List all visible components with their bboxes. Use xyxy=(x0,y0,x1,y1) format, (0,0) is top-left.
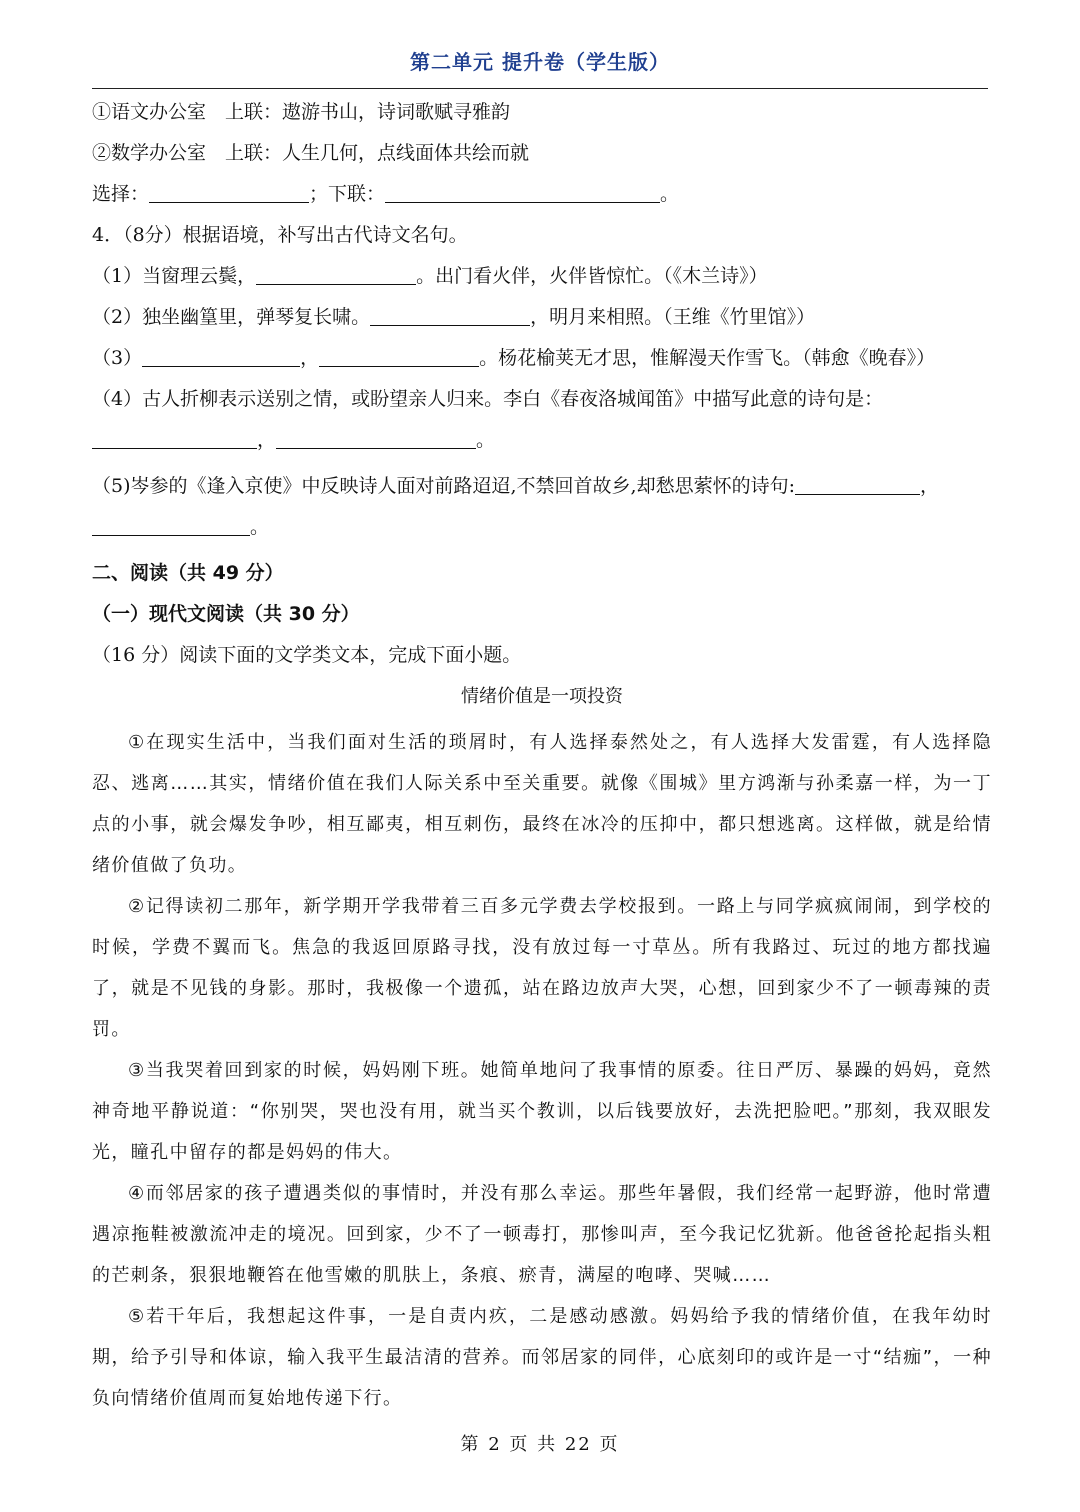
page-number: 第 2 页 共 22 页 xyxy=(460,1434,620,1455)
q4-item-4-blank-1[interactable] xyxy=(92,426,257,449)
section-2-title: 二、阅读（共 49 分） xyxy=(92,562,284,584)
q4-item-5 xyxy=(92,471,992,512)
choose-blank[interactable] xyxy=(149,180,309,203)
q3-end: 。 xyxy=(660,183,680,205)
q4-item-5-blank-1[interactable] xyxy=(795,472,920,495)
q3-option-1: ①语文办公室 上联：遨游书山，诗词歌赋寻雅韵 xyxy=(92,101,511,123)
page-header-title: 第二单元 提升卷（学生版） xyxy=(410,50,670,74)
choose-label: 选择： xyxy=(92,183,150,205)
q4-item-2-blank[interactable] xyxy=(370,303,530,326)
q4-item-2-text-a: （2）独坐幽篁里，弹琴复长啸。 xyxy=(92,306,371,328)
q3-sep: ； xyxy=(309,183,329,205)
passage-paragraph-2: ②记得读初二那年，新学期开学我带着三百多元学费去学校报到。一路上与同学疯疯闹闹，到学校的时候，学费不翼而飞。焦急的我返回原路寻找，没有放过每一寸草丛。所有我路过、玩过的地方都找遍了，就是不见钱的身影。那时，我极像一个遗孤，站在路边放声大哭，心想，回到家少不了一顿毒辣的责罚。 xyxy=(92,896,992,1040)
q3-answer-line xyxy=(92,179,992,220)
q4-item-3-blank-2[interactable] xyxy=(319,344,479,367)
q4-item-3-blank-1[interactable] xyxy=(142,344,300,367)
reading-intro: （16 分）阅读下面的文学类文本，完成下面小题。 xyxy=(92,644,522,666)
q4-item-3-text-a: （3） xyxy=(92,347,143,369)
q4-item-4-answer xyxy=(92,425,992,471)
q4-item-5-comma: ， xyxy=(919,475,939,497)
passage-paragraph-4: ④而邻居家的孩子遭遇类似的事情时，并没有那么幸运。那些年暑假，我们经常一起野游，他时常遭遇凉拖鞋被激流冲走的境况。回到家，少不了一顿毒打，那惨叫声，至今我记忆犹新。他爸爸抡起指头粗的芒刺条，狠狠地鞭笞在他雪嫩的肌肤上，条痕、瘀青，满屋的咆哮、哭喊…… xyxy=(92,1183,992,1286)
q4-item-1-blank[interactable] xyxy=(256,262,416,285)
q4-item-5-answer xyxy=(92,512,992,558)
q3-option-2: ②数学办公室 上联：人生几何，点线面体共绘而就 xyxy=(92,142,530,164)
passage-title: 情绪价值是一项投资 xyxy=(461,686,623,707)
q4-item-4: （4）古人折柳表示送别之情，或盼望亲人归来。李白《春夜洛城闻笛》中描写此意的诗句是： xyxy=(92,388,884,410)
q4-item-3 xyxy=(92,343,992,384)
q4-title: 4．（8分）根据语境，补写出古代诗文名句。 xyxy=(92,224,468,246)
q4-item-4-comma: ， xyxy=(257,429,277,451)
q4-item-2-text-b: ，明月来相照。（王维《竹里馆》） xyxy=(530,306,816,328)
document-body xyxy=(92,97,992,1419)
lower-couplet-label: 下联： xyxy=(328,183,386,205)
header-divider xyxy=(92,88,988,89)
q4-item-5-text: （5)岑参的《逢入京使》中反映诗人面对前路迢迢,不禁回首故乡,却愁思萦怀的诗句: xyxy=(92,475,795,497)
passage-paragraph-3: ③当我哭着回到家的时候，妈妈刚下班。她简单地问了我事情的原委。往日严厉、暴躁的妈妈，竟然神奇地平静说道：“你别哭，哭也没有用，就当买个教训，以后钱要放好，去洗把脸吧。”那刻，我双眼发光，瞳孔中留存的都是妈妈的伟大。 xyxy=(92,1060,992,1163)
q4-item-4-end: 。 xyxy=(476,429,496,451)
q4-item-2 xyxy=(92,302,992,343)
q4-item-3-comma: ， xyxy=(300,347,320,369)
passage-paragraph-1: ①在现实生活中，当我们面对生活的琐屑时，有人选择泰然处之，有人选择大发雷霆，有人选择隐忍、逃离……其实，情绪价值在我们人际关系中至关重要。就像《围城》里方鸿渐与孙柔嘉一样，为一丁点的小事，就会爆发争吵，相互鄙夷，相互刺伤，最终在冰冷的压抑中，都只想逃离。这样做，就是给情绪价值做了负功。 xyxy=(92,732,992,876)
q4-item-5-blank-2[interactable] xyxy=(92,513,250,536)
q4-item-1-text-b: 。出门看火伴，火伴皆惊忙。（《木兰诗》） xyxy=(416,265,768,287)
q4-item-1 xyxy=(92,261,992,302)
section-2-subtitle: （一）现代文阅读（共 30 分） xyxy=(92,603,360,625)
q4-item-3-text-b: 。杨花榆荚无才思，惟解漫天作雪飞。（韩愈《晚春》） xyxy=(479,347,936,369)
passage-paragraph-5: ⑤若干年后，我想起这件事，一是自责内疚，二是感动感激。妈妈给予我的情绪价值，在我年幼时期，给予引导和体谅，输入我平生最洁清的营养。而邻居家的同伴，心底刻印的或许是一寸“结痂”，一种负向情绪价值周而复始地传递下行。 xyxy=(92,1306,992,1409)
q4-item-4-blank-2[interactable] xyxy=(276,426,476,449)
q4-item-1-text-a: （1）当窗理云鬓， xyxy=(92,265,257,287)
lower-couplet-blank[interactable] xyxy=(385,180,660,203)
q4-item-5-end: 。 xyxy=(250,516,270,538)
